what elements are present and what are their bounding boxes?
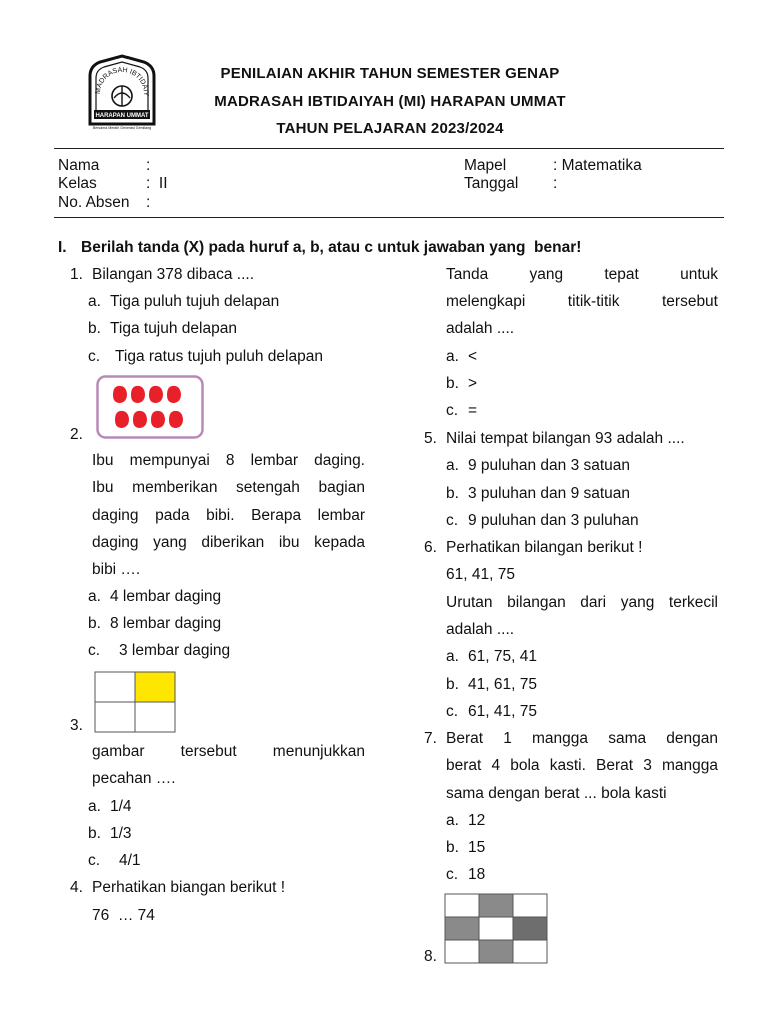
q7-option-a[interactable]: 12	[468, 812, 486, 829]
mapel-field[interactable]: : Matematika	[553, 157, 642, 174]
q7-text-line: sama dengan berat ... bola kasti	[446, 785, 667, 802]
q6-option-c-letter[interactable]: c.	[446, 703, 459, 720]
q4-option-a[interactable]: <	[468, 348, 478, 365]
meat-slice	[113, 386, 127, 403]
q6-number: 6.	[424, 539, 437, 556]
q2-option-a-letter[interactable]: a.	[88, 588, 101, 605]
logo-motto: Bersama Meraih Generasi Gemilang	[92, 126, 152, 130]
q6-option-a[interactable]: 61, 75, 41	[468, 648, 537, 665]
shaded-part	[479, 940, 513, 963]
q2-text-line: Ibu memberikan setengah bagian	[92, 479, 365, 496]
q7-option-c[interactable]: 18	[468, 866, 486, 883]
kelas-label: Kelas	[58, 175, 97, 192]
q2-option-c[interactable]: 3 lembar daging	[119, 642, 231, 659]
header-line-2: MADRASAH IBTIDAIYAH (MI) HARAPAN UMMAT	[214, 93, 566, 110]
q2-text-line: bibi ….	[92, 561, 141, 578]
q3-option-a-letter[interactable]: a.	[88, 798, 101, 815]
q5-text: Nilai tempat bilangan 93 adalah ....	[446, 430, 685, 447]
q2-option-a[interactable]: 4 lembar daging	[110, 588, 222, 605]
absen-label: No. Absen	[58, 194, 130, 211]
q4-text-line: Tanda yang tepat untuk	[446, 266, 718, 283]
q4-option-b-letter[interactable]: b.	[446, 375, 459, 392]
section-number: I.	[58, 239, 67, 256]
q5-number: 5.	[424, 430, 437, 447]
q3-option-c-letter[interactable]: c.	[88, 852, 101, 869]
meat-slice	[115, 411, 129, 428]
q3-option-c[interactable]: 4/1	[119, 852, 141, 869]
q2-option-b-letter[interactable]: b.	[88, 615, 101, 632]
q6-text: Perhatikan bilangan berikut !	[446, 539, 643, 556]
q7-option-a-letter[interactable]: a.	[446, 812, 459, 829]
nama-field[interactable]: :	[146, 157, 151, 174]
q6-option-a-letter[interactable]: a.	[446, 648, 459, 665]
q8-number: 8.	[424, 948, 437, 965]
q6-option-b[interactable]: 41, 61, 75	[468, 676, 537, 693]
tanggal-field[interactable]: :	[553, 175, 558, 192]
tanggal-label: Tanggal	[464, 175, 519, 192]
q5-option-a-letter[interactable]: a.	[446, 457, 459, 474]
header-rule-bottom	[54, 217, 724, 218]
q6-numbers: 61, 41, 75	[446, 566, 515, 583]
q6-option-c[interactable]: 61, 41, 75	[468, 703, 537, 720]
q4-expression: 76 … 74	[92, 907, 155, 924]
q1-text: Bilangan 378 dibaca ....	[92, 266, 255, 283]
q4-text-line: melengkapi titik-titik tersebut	[446, 293, 718, 310]
q5-option-b[interactable]: 3 puluhan dan 9 satuan	[468, 485, 631, 502]
q1-option-b-letter[interactable]: b.	[88, 320, 101, 337]
q2-text-line: daging yang diberikan ibu kepada	[92, 534, 365, 551]
q4-option-c[interactable]: =	[468, 402, 478, 419]
meat-slice	[131, 386, 145, 403]
shaded-part	[479, 894, 513, 917]
q3-option-a[interactable]: 1/4	[110, 798, 132, 815]
nama-label: Nama	[58, 157, 100, 174]
q8-fraction-grid	[444, 893, 548, 964]
logo-banner-text: HARAPAN UMMAT	[95, 113, 149, 119]
q5-option-c-letter[interactable]: c.	[446, 512, 459, 529]
header-line-1: PENILAIAN AKHIR TAHUN SEMESTER GENAP	[220, 65, 560, 82]
shaded-part	[135, 672, 175, 702]
q1-option-a[interactable]: Tiga puluh tujuh delapan	[110, 293, 280, 310]
q3-number: 3.	[70, 717, 83, 734]
q6-text-line: Urutan bilangan dari yang terkecil	[446, 594, 718, 611]
q4-text-line: adalah ....	[446, 320, 515, 337]
meat-slice	[151, 411, 165, 428]
q3-fraction-grid	[94, 671, 176, 733]
q2-text-line: daging pada bibi. Berapa lembar	[92, 507, 365, 524]
meat-slice	[169, 411, 183, 428]
q6-text-line: adalah ....	[446, 621, 515, 638]
q1-option-c[interactable]: Tiga ratus tujuh puluh delapan	[115, 348, 323, 365]
q4-option-b[interactable]: >	[468, 375, 478, 392]
q7-option-b-letter[interactable]: b.	[446, 839, 459, 856]
q7-option-c-letter[interactable]: c.	[446, 866, 459, 883]
q7-option-b[interactable]: 15	[468, 839, 486, 856]
q5-option-c[interactable]: 9 puluhan dan 3 puluhan	[468, 512, 639, 529]
q2-text-line: Ibu mempunyai 8 lembar daging.	[92, 452, 365, 469]
meat-slice	[133, 411, 147, 428]
q1-option-c-letter[interactable]: c.	[88, 348, 101, 365]
shaded-part	[445, 917, 479, 940]
q5-option-b-letter[interactable]: b.	[446, 485, 459, 502]
header-line-3: TAHUN PELAJARAN 2023/2024	[276, 120, 504, 137]
kelas-field[interactable]: : II	[146, 175, 168, 192]
school-logo	[84, 54, 160, 138]
header-rule-top	[54, 148, 724, 149]
logo-arc-text: MADRASAH IBTIDAIY	[94, 66, 150, 96]
q2-option-b[interactable]: 8 lembar daging	[110, 615, 222, 632]
q1-option-b[interactable]: Tiga tujuh delapan	[110, 320, 237, 337]
q7-text-line: berat 4 bola kasti. Berat 3 mangga	[446, 757, 718, 774]
meat-slice	[167, 386, 181, 403]
shaded-part	[513, 917, 547, 940]
q3-text-line: gambar tersebut menunjukkan	[92, 743, 365, 760]
q5-option-a[interactable]: 9 puluhan dan 3 satuan	[468, 457, 631, 474]
q4-text: Perhatikan biangan berikut !	[92, 879, 286, 896]
q4-number: 4.	[70, 879, 83, 896]
q3-option-b-letter[interactable]: b.	[88, 825, 101, 842]
q1-number: 1.	[70, 266, 83, 283]
q7-number: 7.	[424, 730, 437, 747]
meat-slice	[149, 386, 163, 403]
q4-option-a-letter[interactable]: a.	[446, 348, 459, 365]
absen-field[interactable]: :	[146, 194, 151, 211]
q3-text-line: pecahan ….	[92, 770, 176, 787]
q6-option-b-letter[interactable]: b.	[446, 676, 459, 693]
mapel-label: Mapel	[464, 157, 507, 174]
section-title: Berilah tanda (X) pada huruf a, b, atau c untuk jawaban yang benar!	[81, 239, 582, 256]
q3-option-b[interactable]: 1/3	[110, 825, 132, 842]
q4-option-c-letter[interactable]: c.	[446, 402, 459, 419]
q2-number: 2.	[70, 426, 83, 443]
q2-meat-image	[96, 375, 204, 439]
q7-text-line: Berat 1 mangga sama dengan	[446, 730, 718, 747]
q1-option-a-letter[interactable]: a.	[88, 293, 101, 310]
q2-option-c-letter[interactable]: c.	[88, 642, 101, 659]
school-logo-emblem	[84, 54, 160, 138]
